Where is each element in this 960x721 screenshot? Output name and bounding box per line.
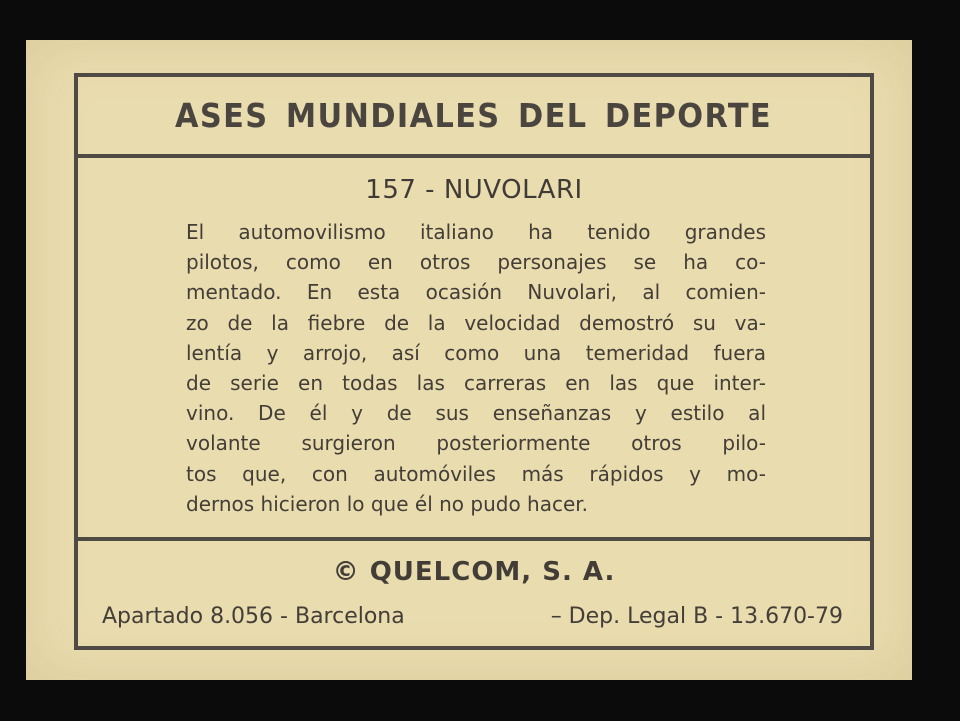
series-title: ASES MUNDIALES DEL DEPORTE (175, 96, 773, 135)
description-line: mentado. En esta ocasión Nuvolari, al comien- (186, 280, 766, 305)
legal-deposit: – Dep. Legal B - 13.670-79 (550, 604, 843, 629)
description-line: vino. De él y de sus enseñanzas y estilo al (186, 401, 766, 426)
card-description (186, 217, 766, 519)
description-line: zo de la fiebre de la velocidad demostró su va- (186, 310, 766, 335)
publisher-address: Apartado 8.056 - Barcelona (102, 604, 405, 629)
description-line: lentía y arrojo, así como una temeridad fuera (186, 340, 766, 365)
trading-card-back (26, 40, 912, 680)
publisher-name: © QUELCOM, S. A. (332, 557, 616, 587)
description-line: El automovilismo italiano ha tenido grandes (186, 220, 766, 244)
card-header (78, 77, 870, 158)
card-frame (74, 73, 874, 650)
description-line: de serie en todas las carreras en las que inter- (186, 370, 766, 395)
description-line: pilotos, como en otros personajes se ha co- (186, 250, 766, 275)
description-line: dernos hicieron lo que él no pudo hacer. (186, 491, 589, 516)
description-line: volante surgieron posteriormente otros pilo- (186, 431, 766, 456)
description-line: tos que, con automóviles más rápidos y mo- (186, 461, 766, 486)
card-title: 157 - NUVOLARI (365, 175, 583, 205)
card-footer (78, 541, 870, 646)
card-body (78, 158, 870, 541)
